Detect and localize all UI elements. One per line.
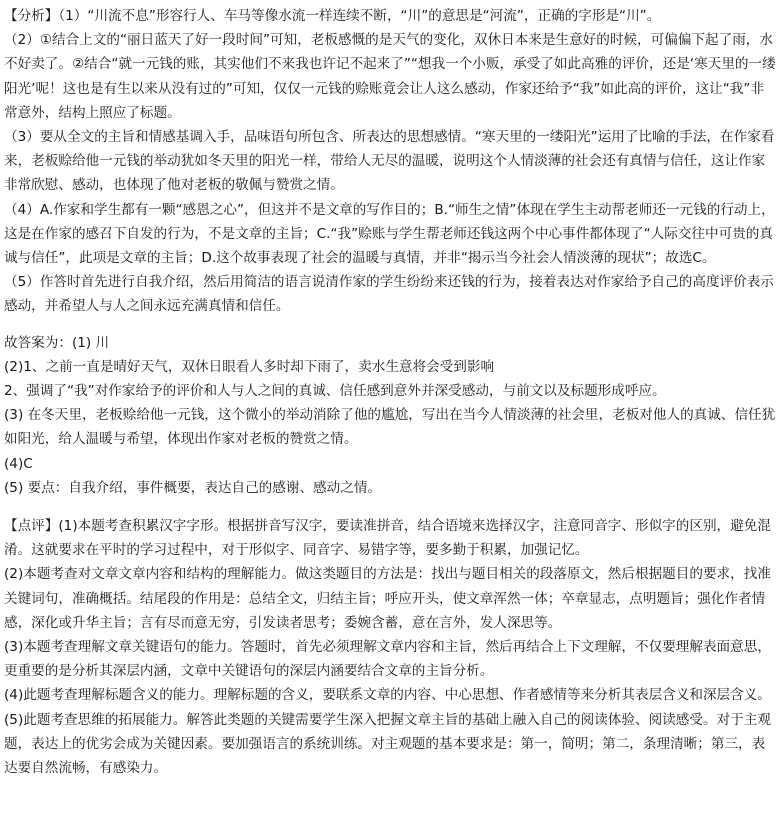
analysis-paragraph-4: （4）A.作家和学生都有一颗“感恩之心”，但这并不是文章的写作目的；B.“师生之情”体现在学生主动帮老师还一元钱的行动上，这是在作家的感召下自发的行为，不是文章的主旨；C.“我”赊账与学生帮老师还钱这两个中心事件都体现了“人际交往中可贵的真诚与信任”，此项是文章的主旨；D.这个故事表现了社会的温暖与真情，并非“揭示当今社会人情淡薄的现状”；故选C。 (4, 201, 775, 267)
answer-line-4: (3) 在冬天里，老板赊给他一元钱，这个微小的举动消除了他的尴尬，写出在当今人情淡薄的社会里，老板对他人的真诚、信任犹如阳光，给人温暖与希望，体现出作家对老板的赞赏之情。 (4, 407, 776, 448)
answer-line-5: (4)C (4, 455, 33, 472)
answer-line-1: 故答案为：(1) 川 (4, 334, 110, 351)
section-spacer (4, 319, 776, 331)
answer-line-3: 2、强调了“我”对作家给予的评价和人与人之间的真诚、信任感到意外并深受感动，与前文以及标题形成呼应。 (4, 383, 666, 400)
comment-section (4, 514, 776, 780)
answer-line-2: (2)1、之前一直是晴好天气，双休日眼看人多时却下雨了，卖水生意将会受到影响 (4, 358, 495, 375)
analysis-paragraph-1: 【分析】（1）“川流不息”形容行人、车马等像水流一样连续不断，“川”的意思是“河流”，正确的字形是“川”。 (4, 8, 661, 24)
comment-paragraph-4: (4)此题考查理解标题含义的能力。理解标题的含义，要联系文章的内容、中心思想、作者感情等来分析其表层含义和深层含义。 (4, 687, 771, 704)
comment-paragraph-1: 【点评】(1)本题考查积累汉字字形。根据拼音写汉字，要读准拼音，结合语境来选择汉字，注意同音字、形似字的区别，避免混淆。这就要求在平时的学习过程中，对于形似字、同音字、易错字等，要多勤于积累，加强记忆。 (4, 518, 771, 559)
answer-section (4, 331, 776, 500)
analysis-paragraph-5: （5）作答时首先进行自我介绍，然后用简洁的语言说清作家的学生纷纷来还钱的行为，接着表达对作家给予自己的高度评价表示感动，并希望人与人之间永远充满真情和信任。 (4, 274, 774, 315)
section-spacer (4, 500, 776, 514)
analysis-paragraph-2: （2）①结合上文的“丽日蓝天了好一段时间”可知，老板感慨的是天气的变化，双休日本来是生意好的时候，可偏偏下起了雨，水不好卖了。②结合“就一元钱的账，其实他们不来我也许记不起来了”“想我一个小贩，承受了如此高雅的评价，还是‘寒天里的一缕阳光’呢！这也是有生以来从没有过的”可知，仅仅一元钱的赊账竟会让人这么感动，作家还给予“我”如此高的评价，这让“我”非常意外，结构上照应了标题。 (4, 32, 776, 121)
comment-paragraph-3: (3)本题考查理解文章关键语句的能力。答题时，首先必须理解文章内容和主旨，然后再结合上下文理解，不仅要理解表面意思，更重要的是分析其深层内涵，文章中关键语句的深层内涵要结合文章的主旨分析。 (4, 639, 771, 680)
answer-line-6: (5) 要点：自我介绍，事件概要，表达自己的感谢、感动之情。 (4, 479, 382, 496)
analysis-paragraph-3: （3）要从全文的主旨和情感基调入手，品味语句所包含、所表达的思想感情。“寒天里的一缕阳光”运用了比喻的手法，在作家看来，老板赊给他一元钱的举动犹如冬天里的阳光一样，带给人无尽的温暖，说明这个人情淡薄的社会还有真情与信任，这让作家非常欣慰、感动，也体现了他对老板的敬佩与赞赏之情。 (4, 129, 775, 194)
comment-paragraph-5: (5)此题考查思维的拓展能力。解答此类题的关键需要学生深入把握文章主旨的基础上融入自己的阅读体验、阅读感受。对于主观题，表达上的优劣会成为关键因素。要加强语言的系统训练。对主观题的基本要求是：第一，简明；第二，条理清晰；第三，表达要自然流畅，有感染力。 (4, 711, 771, 777)
analysis-section (4, 4, 776, 319)
comment-paragraph-2: (2)本题考查对文章文章内容和结构的理解能力。做这类题目的方法是：找出与题目相关的段落原文，然后根据题目的要求，找准关键词句，准确概括。结尾段的作用是：总结全文，归结主旨；呼应开头，使文章浑然一体；卒章显志，点明题旨；强化作者情感，深化或升华主旨；言有尽而意无穷，引发读者思考；委婉含蓄，意在言外，发人深思等。 (4, 566, 771, 631)
